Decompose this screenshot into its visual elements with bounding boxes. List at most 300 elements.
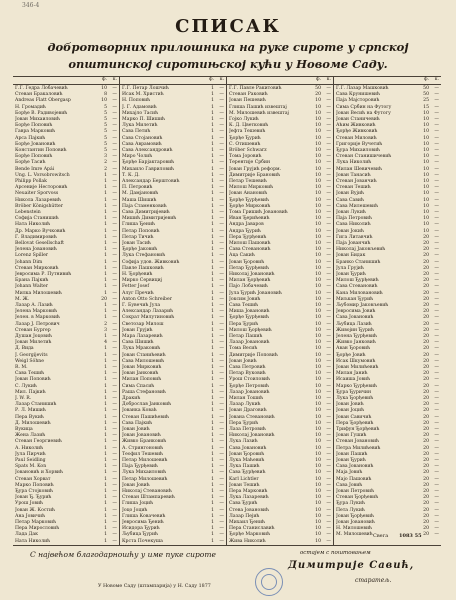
- donation-forint: 20: [423, 284, 429, 290]
- donation-forint: 1: [211, 123, 214, 129]
- donation-kreuzer: —: [112, 358, 117, 364]
- donation-forint: 10: [315, 377, 321, 383]
- donor-name: Ђорђе Мирковић: [229, 203, 271, 209]
- donor-name: Ђура Михаиловић: [336, 148, 380, 153]
- donation-forint: 20: [315, 92, 321, 98]
- donor-name: Јован Тешић: [229, 482, 260, 488]
- donor-name: Јован Ђоровић: [229, 259, 265, 265]
- donation-forint: 10: [315, 445, 321, 451]
- donation-kreuzer: —: [112, 532, 117, 538]
- donation-forint: 10: [315, 123, 321, 129]
- donation-kreuzer: —: [434, 427, 439, 432]
- donation-kreuzer: —: [434, 154, 439, 160]
- donor-row: [227, 538, 333, 546]
- donor-name: Јован Јанковић: [122, 371, 159, 377]
- donor-name: Стеван Јовановић: [336, 439, 379, 445]
- donation-forint: 2: [104, 160, 107, 166]
- donation-forint: 1: [211, 117, 214, 122]
- donor-name: Стеван Пашићевић: [122, 414, 169, 420]
- donor-name: Пера Вукић: [15, 414, 44, 420]
- donation-kreuzer: —: [434, 433, 439, 439]
- donor-name: Софија Станишић: [15, 216, 59, 222]
- donation-forint: 1: [211, 482, 214, 488]
- donation-forint: 20: [423, 241, 429, 246]
- donation-forint: 20: [423, 433, 429, 439]
- donation-kreuzer: —: [434, 110, 439, 116]
- donation-forint: 1: [104, 259, 107, 265]
- donation-forint: 10: [423, 123, 429, 129]
- donation-kreuzer: —: [434, 98, 439, 104]
- donation-forint: 10: [423, 117, 429, 122]
- donation-forint: 1: [211, 284, 214, 290]
- donation-forint: 10: [315, 141, 321, 147]
- donation-kreuzer: —: [326, 414, 331, 420]
- donor-name: Паја Јованчић: [336, 241, 371, 246]
- donor-name: Јован Милићевић: [336, 365, 379, 370]
- donation-forint: 1: [211, 445, 214, 451]
- donation-kreuzer: —: [219, 445, 224, 451]
- donation-kreuzer: —: [219, 538, 224, 544]
- donation-forint: 10: [315, 532, 321, 538]
- donation-forint: 10: [315, 464, 321, 470]
- donor-name: Стеван Георгиевић: [15, 439, 62, 445]
- donation-kreuzer: —: [434, 309, 439, 315]
- donation-kreuzer: —: [326, 234, 331, 240]
- donor-name: Philipp Pollak: [15, 179, 47, 184]
- donation-kreuzer: —: [434, 445, 439, 451]
- donation-forint: 1: [104, 408, 107, 414]
- donation-kreuzer: —: [326, 265, 331, 271]
- donation-kreuzer: —: [219, 327, 224, 333]
- donation-forint: 1: [211, 321, 214, 327]
- library-stamp: [255, 568, 283, 596]
- donor-name: Сава Александровић: [122, 148, 173, 153]
- footer-role: старатељ.: [355, 577, 392, 584]
- donation-kreuzer: —: [112, 98, 117, 104]
- donation-forint: 10: [315, 110, 321, 116]
- donation-kreuzer: —: [326, 117, 331, 122]
- donor-name: Александар Берштовић: [122, 179, 180, 184]
- donor-column: [13, 77, 120, 545]
- donor-name: Г.Г. Гедра Лобачевић: [15, 86, 68, 91]
- donation-kreuzer: —: [219, 358, 224, 364]
- donor-name: Јула Пирчић: [15, 451, 46, 457]
- donor-name: Neuaiter Sporvoss: [15, 191, 59, 197]
- donation-forint: 1: [211, 476, 214, 482]
- donor-name: Н. Громадић: [15, 104, 46, 110]
- donor-name: Арса Пајкић: [15, 135, 46, 141]
- donor-name: Исак Шкумовић: [336, 358, 376, 364]
- donation-forint: 1: [104, 371, 107, 377]
- donation-forint: 1: [104, 241, 107, 246]
- donation-kreuzer: —: [219, 377, 224, 383]
- donor-name: Николај Јовановић: [229, 272, 275, 277]
- donor-column: [120, 77, 227, 545]
- donor-name: Јован Весић на Футогу: [336, 110, 391, 116]
- donation-forint: 1: [104, 439, 107, 445]
- donation-forint: 10: [315, 160, 321, 166]
- donation-kreuzer: —: [112, 228, 117, 234]
- donation-kreuzer: —: [326, 98, 331, 104]
- donor-name: Михаил Ђенић: [229, 520, 266, 525]
- donation-forint: 8: [104, 92, 107, 98]
- donation-kreuzer: —: [326, 247, 331, 253]
- donation-forint: 3: [104, 154, 107, 160]
- donor-name: Јован Грујић реформ.: [229, 166, 282, 172]
- donor-name: Петар Пашић: [229, 334, 263, 339]
- donation-kreuzer: —: [112, 203, 117, 209]
- donation-forint: 20: [423, 377, 429, 383]
- donation-forint: 1: [211, 396, 214, 401]
- donor-name: Милан Поповић: [122, 377, 162, 383]
- donor-name: Маја Јовић: [336, 470, 363, 476]
- header-kreuzer: к.: [434, 77, 439, 82]
- donation-kreuzer: —: [112, 352, 117, 358]
- donor-name: Марко П. Шишић: [122, 117, 166, 122]
- donation-kreuzer: —: [112, 470, 117, 476]
- donation-forint: 1: [104, 458, 107, 463]
- donation-forint: 1: [104, 377, 107, 383]
- donation-kreuzer: —: [112, 172, 117, 178]
- donation-forint: 1: [211, 135, 214, 141]
- donation-kreuzer: —: [434, 234, 439, 240]
- donation-forint: 1: [211, 507, 214, 513]
- donation-forint: 1: [211, 439, 214, 445]
- donor-name: Стеван Тешић: [336, 185, 371, 191]
- donation-kreuzer: —: [112, 86, 117, 91]
- donation-kreuzer: —: [219, 420, 224, 426]
- donation-forint: 10: [315, 278, 321, 284]
- donor-name: Јован Петровић: [336, 489, 375, 494]
- donation-forint: 20: [423, 464, 429, 470]
- donor-name: Жива Николић: [229, 538, 266, 544]
- donation-forint: 1: [211, 234, 214, 240]
- donation-kreuzer: —: [112, 265, 117, 271]
- donation-kreuzer: —: [219, 265, 224, 271]
- donation-forint: 10: [423, 191, 429, 197]
- donation-kreuzer: —: [434, 222, 439, 228]
- donation-forint: 10: [315, 272, 321, 277]
- donation-kreuzer: —: [219, 110, 224, 116]
- donation-forint: 1: [211, 383, 214, 389]
- donation-kreuzer: —: [434, 259, 439, 265]
- donor-name: Јован Јовановић: [122, 433, 161, 439]
- donation-forint: 1: [211, 352, 214, 358]
- donor-name: Пера Марковић: [229, 489, 268, 494]
- donation-forint: 10: [315, 365, 321, 370]
- donor-name: Димитрије Брановић: [229, 172, 281, 178]
- donor-name: Паја Ђурђевић: [122, 464, 158, 470]
- archive-mark: 346-4: [22, 2, 40, 9]
- donor-name: Жена Лазић: [15, 433, 46, 439]
- donor-name: Р. Л. Мишић: [15, 408, 46, 414]
- donor-name: Bröber Schwarz: [229, 148, 267, 153]
- donation-kreuzer: —: [219, 154, 224, 160]
- donation-forint: 20: [423, 476, 429, 482]
- donor-name: Исидора Ђурић: [122, 526, 160, 532]
- donation-kreuzer: —: [434, 383, 439, 389]
- donor-name: Константин Поповић: [15, 148, 67, 153]
- donor-name: Борђе В. Радивојевић: [15, 110, 68, 116]
- donor-name: Јован Ж. Костић: [15, 507, 55, 513]
- donation-forint: 1: [211, 365, 214, 370]
- donation-forint: 10: [315, 148, 321, 153]
- donor-name: Јован Ђурић: [336, 272, 366, 277]
- donation-kreuzer: —: [219, 272, 224, 277]
- donation-forint: 10: [423, 129, 429, 135]
- donation-forint: 1: [211, 272, 214, 277]
- donation-forint: 1: [211, 197, 214, 203]
- donation-forint: 20: [423, 445, 429, 451]
- donation-forint: 10: [315, 507, 321, 513]
- donation-kreuzer: —: [434, 296, 439, 302]
- donation-forint: 1: [211, 148, 214, 153]
- donor-name: Исаиша Јовић: [336, 377, 371, 383]
- donation-kreuzer: —: [219, 495, 224, 501]
- donor-name: Сава Савић: [336, 197, 364, 203]
- donor-name: Милан Тошић: [229, 396, 264, 401]
- donor-name: Милош Пашовић: [229, 241, 271, 246]
- donor-name: Karl Lichtler: [229, 476, 259, 482]
- donor-name: Гојко Лукић: [229, 117, 259, 122]
- donor-name: Јован Јовић: [229, 358, 257, 364]
- donor-name: Стеван Бургер: [15, 327, 51, 333]
- donation-forint: 1: [104, 191, 107, 197]
- donation-kreuzer: —: [326, 309, 331, 315]
- donation-forint: 10: [315, 259, 321, 265]
- donation-kreuzer: —: [219, 203, 224, 209]
- donation-kreuzer: —: [434, 141, 439, 147]
- donation-kreuzer: —: [434, 352, 439, 358]
- donation-forint: 1: [211, 377, 214, 383]
- donation-kreuzer: —: [434, 408, 439, 414]
- header-kreuzer: к.: [112, 77, 117, 82]
- donation-kreuzer: —: [219, 371, 224, 377]
- donation-forint: 1: [104, 476, 107, 482]
- donation-forint: 20: [423, 408, 429, 414]
- donation-forint: 1: [104, 210, 107, 215]
- donation-kreuzer: —: [434, 334, 439, 339]
- donation-forint: 1: [211, 303, 214, 308]
- donation-kreuzer: —: [326, 278, 331, 284]
- donation-kreuzer: —: [326, 123, 331, 129]
- donation-forint: 10: [315, 513, 321, 519]
- donor-name: Јован Мирковић: [122, 365, 162, 370]
- donor-name: Глиша Ђенић: [122, 222, 155, 228]
- donor-name: R. M.: [15, 365, 28, 370]
- donor-name: Борђе Поповић: [15, 123, 53, 129]
- donation-forint: 1: [104, 284, 107, 290]
- donation-kreuzer: —: [219, 296, 224, 302]
- donor-name: Живојин Ђурић: [336, 327, 374, 333]
- donation-forint: 20: [423, 489, 429, 494]
- donation-forint: 20: [423, 470, 429, 476]
- donor-name: Петар Милошевић: [122, 458, 168, 463]
- donor-name: Лука Лазаревић: [229, 495, 269, 501]
- donor-name: Сава Димитријевић: [122, 210, 170, 215]
- donor-name: Лука Мраковић: [122, 346, 161, 352]
- header-forint: ф.: [209, 77, 214, 82]
- donor-name: Јована Стевановић: [229, 414, 275, 420]
- donation-kreuzer: —: [112, 327, 117, 333]
- donation-kreuzer: —: [112, 402, 117, 408]
- donation-forint: 1: [104, 445, 107, 451]
- donation-kreuzer: —: [434, 526, 439, 532]
- donor-name: Доброслав Јанковић: [122, 402, 172, 408]
- donation-forint: 20: [423, 315, 429, 321]
- donation-kreuzer: —: [434, 210, 439, 215]
- donation-kreuzer: —: [326, 148, 331, 153]
- donation-kreuzer: —: [112, 420, 117, 426]
- donation-kreuzer: —: [219, 414, 224, 420]
- donation-kreuzer: —: [112, 179, 117, 184]
- donor-name: Пера Ђурић: [229, 321, 259, 327]
- donation-kreuzer: —: [326, 185, 331, 191]
- donation-kreuzer: —: [112, 234, 117, 240]
- donor-name: Јефта Тешевић: [229, 129, 266, 135]
- donation-forint: 20: [423, 402, 429, 408]
- donor-name: Стеван Хорват: [15, 476, 51, 482]
- donation-forint: 20: [423, 439, 429, 445]
- donation-kreuzer: —: [112, 445, 117, 451]
- donation-forint: 1: [211, 179, 214, 184]
- donation-forint: 20: [101, 296, 107, 302]
- donor-name: Лука Милетић: [122, 123, 158, 129]
- donation-forint: 10: [315, 389, 321, 395]
- donation-forint: 1: [104, 513, 107, 519]
- donation-forint: 5: [104, 110, 107, 116]
- header-forint: ф.: [102, 77, 107, 82]
- donor-name: Fetter Josef: [122, 284, 150, 290]
- donation-kreuzer: —: [219, 185, 224, 191]
- donation-kreuzer: —: [112, 451, 117, 457]
- donor-name: Петар Тешевић: [229, 179, 267, 184]
- donation-kreuzer: —: [219, 148, 224, 153]
- donor-name: Јован Јовић: [122, 482, 150, 488]
- donor-name: Николај Стевановић: [122, 489, 172, 494]
- donation-kreuzer: —: [112, 365, 117, 370]
- donation-forint: 20: [423, 290, 429, 296]
- donor-name: Паја Стаменковић: [122, 203, 167, 209]
- donation-forint: 10: [315, 210, 321, 215]
- donation-kreuzer: —: [219, 340, 224, 346]
- donation-forint: 20: [423, 520, 429, 525]
- donation-kreuzer: —: [112, 247, 117, 253]
- donor-name: Кана Миловановић: [336, 290, 383, 296]
- donor-name: Ђорђе Живковић: [336, 129, 378, 135]
- donor-name: Сава Николић: [336, 222, 371, 228]
- donation-kreuzer: —: [219, 482, 224, 488]
- donor-table: [13, 76, 441, 546]
- donation-forint: 20: [423, 371, 429, 377]
- donation-kreuzer: —: [434, 507, 439, 513]
- donor-name: Сава Јовановић: [336, 464, 374, 470]
- donation-kreuzer: —: [112, 408, 117, 414]
- donation-forint: 1: [211, 247, 214, 253]
- donation-kreuzer: —: [219, 334, 224, 339]
- donor-name: Јован Пешевић: [229, 98, 266, 104]
- donation-forint: 10: [315, 402, 321, 408]
- donation-forint: 1: [104, 303, 107, 308]
- total-value: 1083 55: [399, 533, 422, 539]
- donor-name: Пера Ђурђевић: [229, 234, 267, 240]
- donor-name: Јелена Марковић: [15, 309, 58, 315]
- donation-forint: 10: [315, 179, 321, 184]
- donation-kreuzer: —: [219, 346, 224, 352]
- donor-name: Григорије Вучетић: [336, 141, 383, 147]
- donor-name: Сава Стевановић: [229, 247, 271, 253]
- donor-name: Сава Аврамовић: [122, 141, 162, 147]
- donation-forint: 20: [423, 346, 429, 352]
- donor-name: Јован Анановић: [229, 191, 268, 197]
- donation-kreuzer: —: [326, 420, 331, 426]
- donation-kreuzer: —: [112, 334, 117, 339]
- donation-forint: 1: [104, 234, 107, 240]
- donation-kreuzer: —: [326, 141, 331, 147]
- donation-kreuzer: —: [434, 470, 439, 476]
- donor-name: А. Николић: [15, 445, 44, 451]
- donor-name: Ђорђе Марковић: [229, 532, 271, 538]
- donation-kreuzer: —: [326, 86, 331, 91]
- donor-name: Лука Стефановић: [122, 253, 166, 259]
- donation-forint: 1: [104, 414, 107, 420]
- donation-kreuzer: —: [434, 185, 439, 191]
- donor-name: Г. Бувечић Јула: [122, 303, 161, 308]
- donation-forint: 1: [211, 191, 214, 197]
- donation-forint: 1: [104, 520, 107, 525]
- donation-forint: 1: [104, 334, 107, 339]
- donation-forint: 1: [211, 513, 214, 519]
- donation-forint: 1: [211, 414, 214, 420]
- donation-kreuzer: —: [326, 433, 331, 439]
- donation-kreuzer: —: [219, 309, 224, 315]
- donation-kreuzer: —: [434, 241, 439, 246]
- donation-forint: 10: [423, 210, 429, 215]
- donation-kreuzer: —: [434, 513, 439, 519]
- donation-kreuzer: —: [112, 464, 117, 470]
- donation-kreuzer: —: [434, 117, 439, 122]
- donation-forint: 1: [104, 290, 107, 296]
- donor-name: Ђорђе Петровић: [229, 383, 269, 389]
- donor-name: Јован Ђурић: [336, 458, 366, 463]
- donor-name: Тома Весић: [229, 346, 258, 352]
- donor-name: Петар Марковић: [15, 520, 57, 525]
- donor-name: Милош Ђорђевић: [229, 327, 272, 333]
- donor-row: [120, 538, 226, 546]
- donation-kreuzer: —: [112, 389, 117, 395]
- donation-forint: 10: [315, 117, 321, 122]
- donation-forint: 10: [315, 458, 321, 463]
- donor-name: Гига Литавчић: [336, 234, 373, 240]
- donor-name: Петра Милићевић: [336, 445, 381, 451]
- donation-forint: 1: [104, 265, 107, 271]
- donation-kreuzer: —: [326, 272, 331, 277]
- donation-kreuzer: —: [434, 365, 439, 370]
- donation-kreuzer: —: [434, 203, 439, 209]
- donation-kreuzer: —: [219, 439, 224, 445]
- donor-name: Јован Тасић: [122, 241, 151, 246]
- donor-name: Пера Мирословић: [15, 526, 60, 532]
- donor-name: Бранко Станишић: [336, 259, 381, 265]
- donation-forint: 1: [211, 296, 214, 302]
- donation-forint: 1: [104, 482, 107, 488]
- donor-name: Јевросима Јовић: [336, 309, 376, 315]
- donor-column: [334, 77, 441, 545]
- donation-kreuzer: —: [434, 265, 439, 271]
- donation-forint: 10: [423, 154, 429, 160]
- donor-name: Anton Otto Schreiber: [122, 296, 172, 302]
- donation-kreuzer: —: [434, 346, 439, 352]
